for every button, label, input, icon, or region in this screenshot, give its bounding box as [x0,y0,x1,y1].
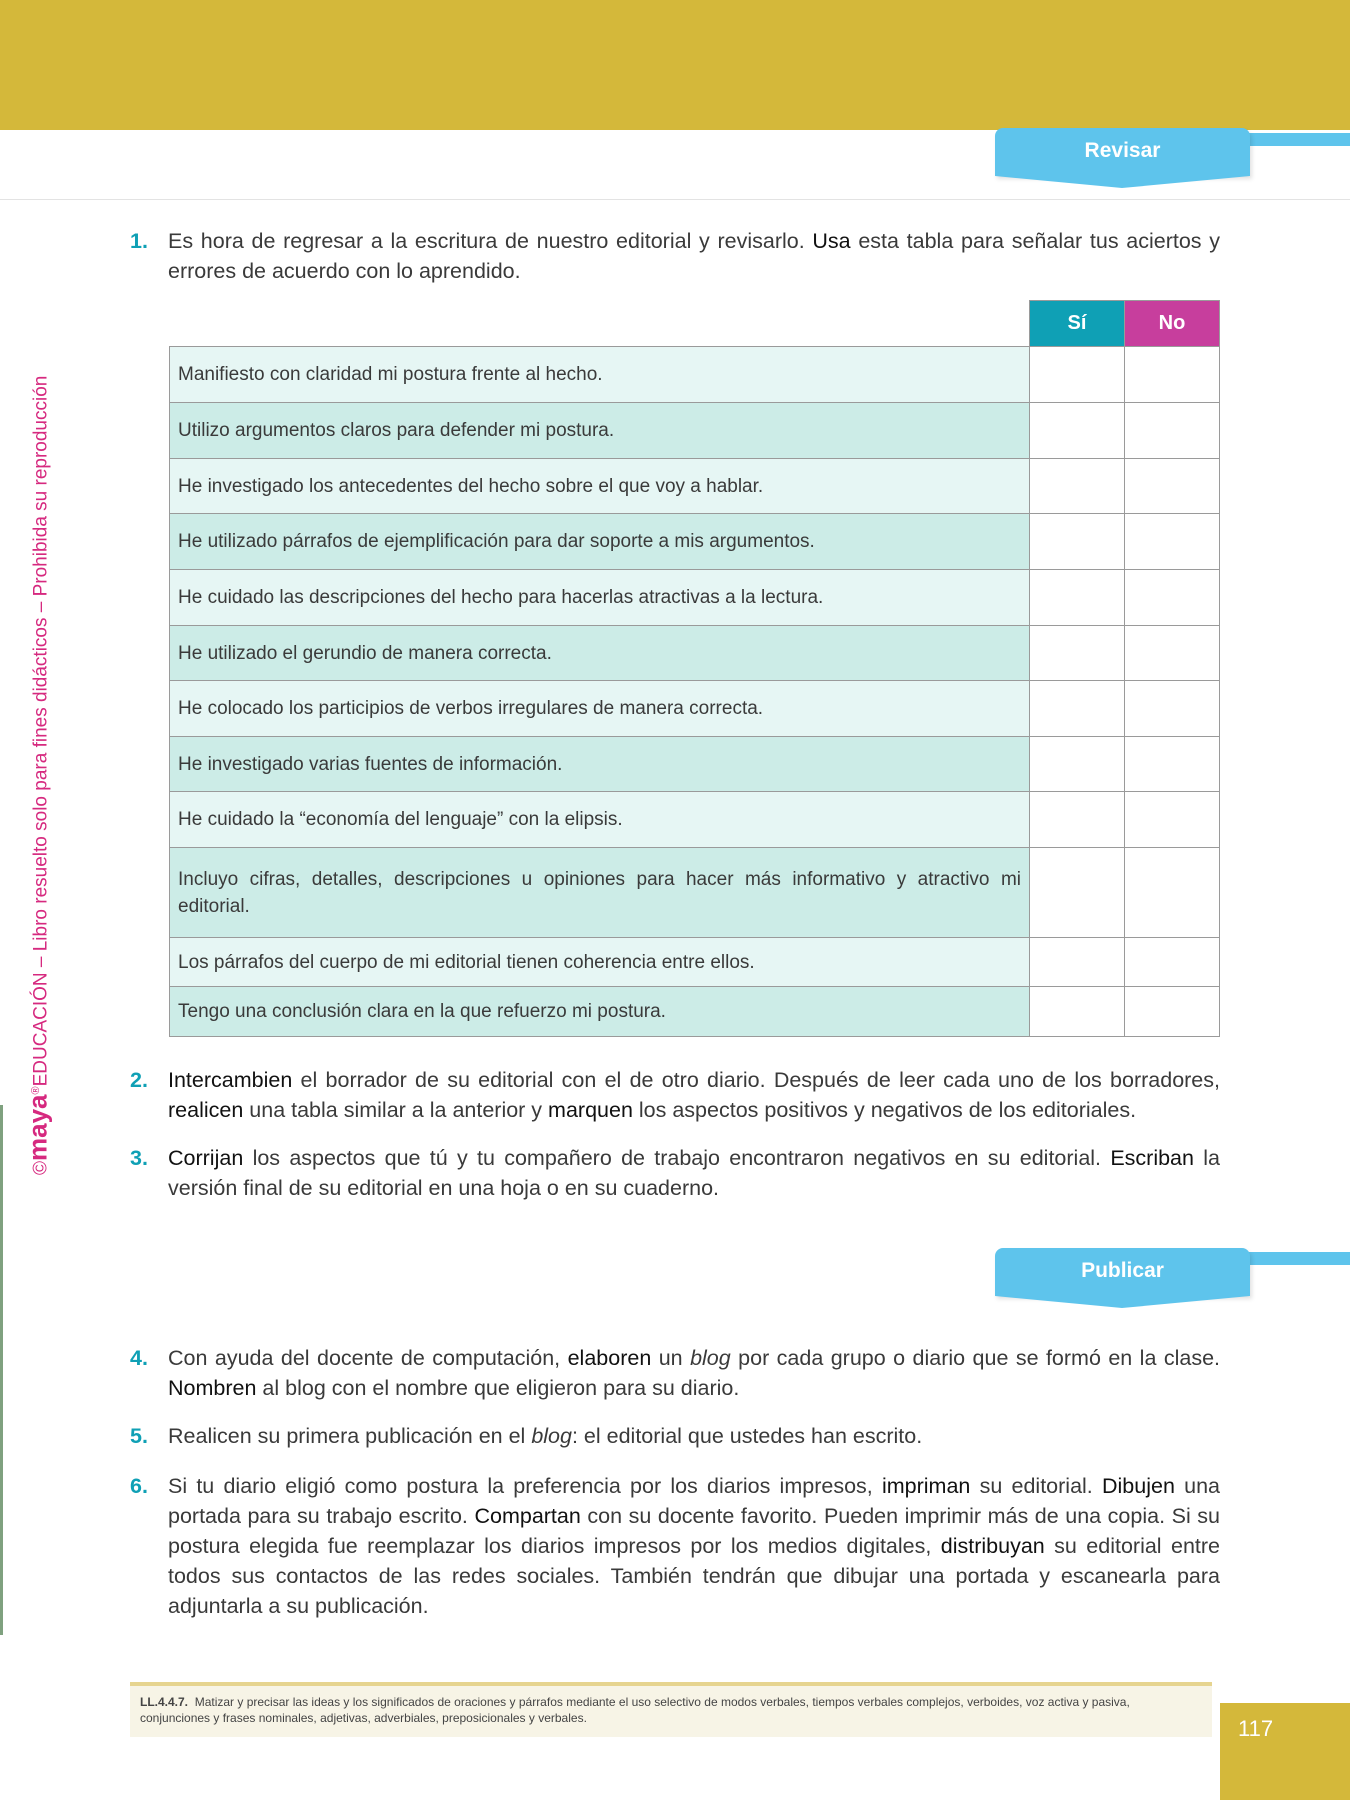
criterion-text: Manifiesto con claridad mi postura frente al hecho. [170,347,1030,403]
checkbox-si[interactable] [1030,848,1125,938]
revisar-tab: Revisar [995,128,1250,176]
item-number: 2. [130,1068,148,1092]
table-row [170,938,1220,987]
table-row [170,403,1220,459]
checkbox-si[interactable] [1030,570,1125,626]
keyword: Corrijan [168,1146,244,1170]
checkbox-no[interactable] [1125,848,1220,938]
criterion-text: He investigado varias fuentes de información. [170,737,1030,792]
copyright-symbol: © [30,1161,52,1175]
item-text: Con ayuda del docente de computación, elaboren un blog por cada grupo o diario que se formó en la clase. Nombren al blog con el nombre que eligieron para su diario. [168,1346,1221,1400]
section-divider [0,199,1350,200]
criterion-text: Incluyo cifras, detalles, descripciones u opiniones para hacer más informativo y atractivo mi editorial. [170,848,1030,938]
curriculum-footer [130,1682,1212,1737]
column-header-no: No [1125,301,1220,347]
registered-mark: ® [30,1086,42,1095]
keyword: Dibujen [1102,1474,1175,1498]
item-text: Realicen su primera publicación en el blog: el editorial que ustedes han escrito. [168,1424,923,1448]
checkbox-no[interactable] [1125,938,1220,987]
revisar-strip [1240,133,1350,146]
keyword: elaboren [567,1346,652,1370]
checkbox-no[interactable] [1125,403,1220,459]
checkbox-no[interactable] [1125,459,1220,514]
item-number: 4. [130,1346,148,1370]
top-banner [0,0,1350,130]
table-row [170,848,1220,938]
table-row [170,987,1220,1037]
table-row [170,347,1220,403]
column-header-si: Sí [1030,301,1125,347]
table-row [170,737,1220,792]
table-row [170,681,1220,737]
checkbox-si[interactable] [1030,347,1125,403]
criterion-text: He utilizado párrafos de ejemplificación para dar soporte a mis argumentos. [170,514,1030,570]
criterion-text: He cuidado la “economía del lenguaje” con la elipsis. [170,792,1030,848]
checkbox-no[interactable] [1125,347,1220,403]
table-header-blank [170,301,1030,347]
sidebar-text: EDUCACIÓN – Libro resuelto solo para fines didácticos – Prohibida su reproducción [30,375,52,1087]
checkbox-si[interactable] [1030,987,1125,1037]
criterion-text: He utilizado el gerundio de manera correcta. [170,626,1030,681]
keyword: Nombren [168,1376,257,1400]
checklist-table [169,300,1220,1037]
item-text: Intercambien el borrador de su editorial con el de otro diario. Después de leer cada uno de los borradores, realicen una tabla similar a la anterior y marquen los aspectos positivos y negativos de los editoriales. [168,1068,1220,1122]
item-number: 6. [130,1474,148,1498]
criterion-text: Los párrafos del cuerpo de mi editorial tienen coherencia entre ellos. [170,938,1030,987]
checkbox-si[interactable] [1030,514,1125,570]
checkbox-si[interactable] [1030,792,1125,848]
criterion-text: Tengo una conclusión clara en la que refuerzo mi postura. [170,987,1030,1037]
sidebar-copyright [21,375,53,1175]
keyword: distribuyan [940,1534,1045,1558]
keyword: impriman [881,1474,971,1498]
table-row [170,459,1220,514]
publicar-tab: Publicar [995,1248,1250,1296]
publicar-strip [1240,1252,1350,1265]
item-number: 5. [130,1424,148,1448]
checkbox-no[interactable] [1125,626,1220,681]
checkbox-no[interactable] [1125,570,1220,626]
item-text: Si tu diario eligió como postura la preferencia por los diarios impresos, impriman su editorial. Dibujen una portada para su trabajo escrito. Compartan con su docente favorito. Pueden imprimir más de una copia. Si su postura elegida fue reemplazar los diarios impresos por los medios digitales, distribuyan su editorial entre todos sus contactos de las redes sociales. También tendrán que dibujar una portada y escanearla para adjuntarla a su publicación. [168,1474,1221,1618]
criterion-text: He colocado los participios de verbos irregulares de manera correcta. [170,681,1030,737]
table-row [170,792,1220,848]
item-number: 1. [130,229,148,253]
brand-logo: maya [22,1094,53,1161]
keyword: marquen [548,1098,633,1122]
item-text: Es hora de regresar a la escritura de nuestro editorial y revisarlo. Usa esta tabla para señalar tus aciertos y errores de acuerdo con lo aprendido. [168,229,1221,283]
checkbox-no[interactable] [1125,681,1220,737]
keyword: Intercambien [168,1068,293,1092]
page-number-box [1220,1703,1350,1800]
criterion-text: Utilizo argumentos claros para defender mi postura. [170,403,1030,459]
item-number: 3. [130,1146,148,1170]
footer-text: LL.4.4.7. Matizar y precisar las ideas y los significados de oraciones y párrafos mediante el uso selectivo de modos verbales, tiempos verbales complejos, verboides, voz activa y pasiva, conjunciones y frases nominales, adjetivas, adverbiales, preposicionales y verbales. [140,1695,1130,1725]
table-row [170,570,1220,626]
table-row [170,514,1220,570]
checkbox-si[interactable] [1030,938,1125,987]
checkbox-si[interactable] [1030,403,1125,459]
checkbox-si[interactable] [1030,459,1125,514]
footer-code: LL.4.4.7. [140,1695,189,1709]
checkbox-no[interactable] [1125,514,1220,570]
criterion-text: He investigado los antecedentes del hecho sobre el que voy a hablar. [170,459,1030,514]
checkbox-si[interactable] [1030,737,1125,792]
page-number: 117 [1238,1716,1274,1741]
keyword: Compartan [474,1504,581,1528]
criterion-text: He cuidado las descripciones del hecho para hacerlas atractivas a la lectura. [170,570,1030,626]
checkbox-no[interactable] [1125,737,1220,792]
item-text: Corrijan los aspectos que tú y tu compañero de trabajo encontraron negativos en su editorial. Escriban la versión final de su editorial en una hoja o en su cuaderno. [168,1146,1220,1200]
checkbox-no[interactable] [1125,792,1220,848]
checkbox-si[interactable] [1030,626,1125,681]
keyword: Escriban [1110,1146,1194,1170]
checkbox-si[interactable] [1030,681,1125,737]
left-edge-strip [0,1105,3,1635]
keyword: Usa [812,229,851,253]
table-row [170,626,1220,681]
keyword: realicen [168,1098,244,1122]
checkbox-no[interactable] [1125,987,1220,1037]
